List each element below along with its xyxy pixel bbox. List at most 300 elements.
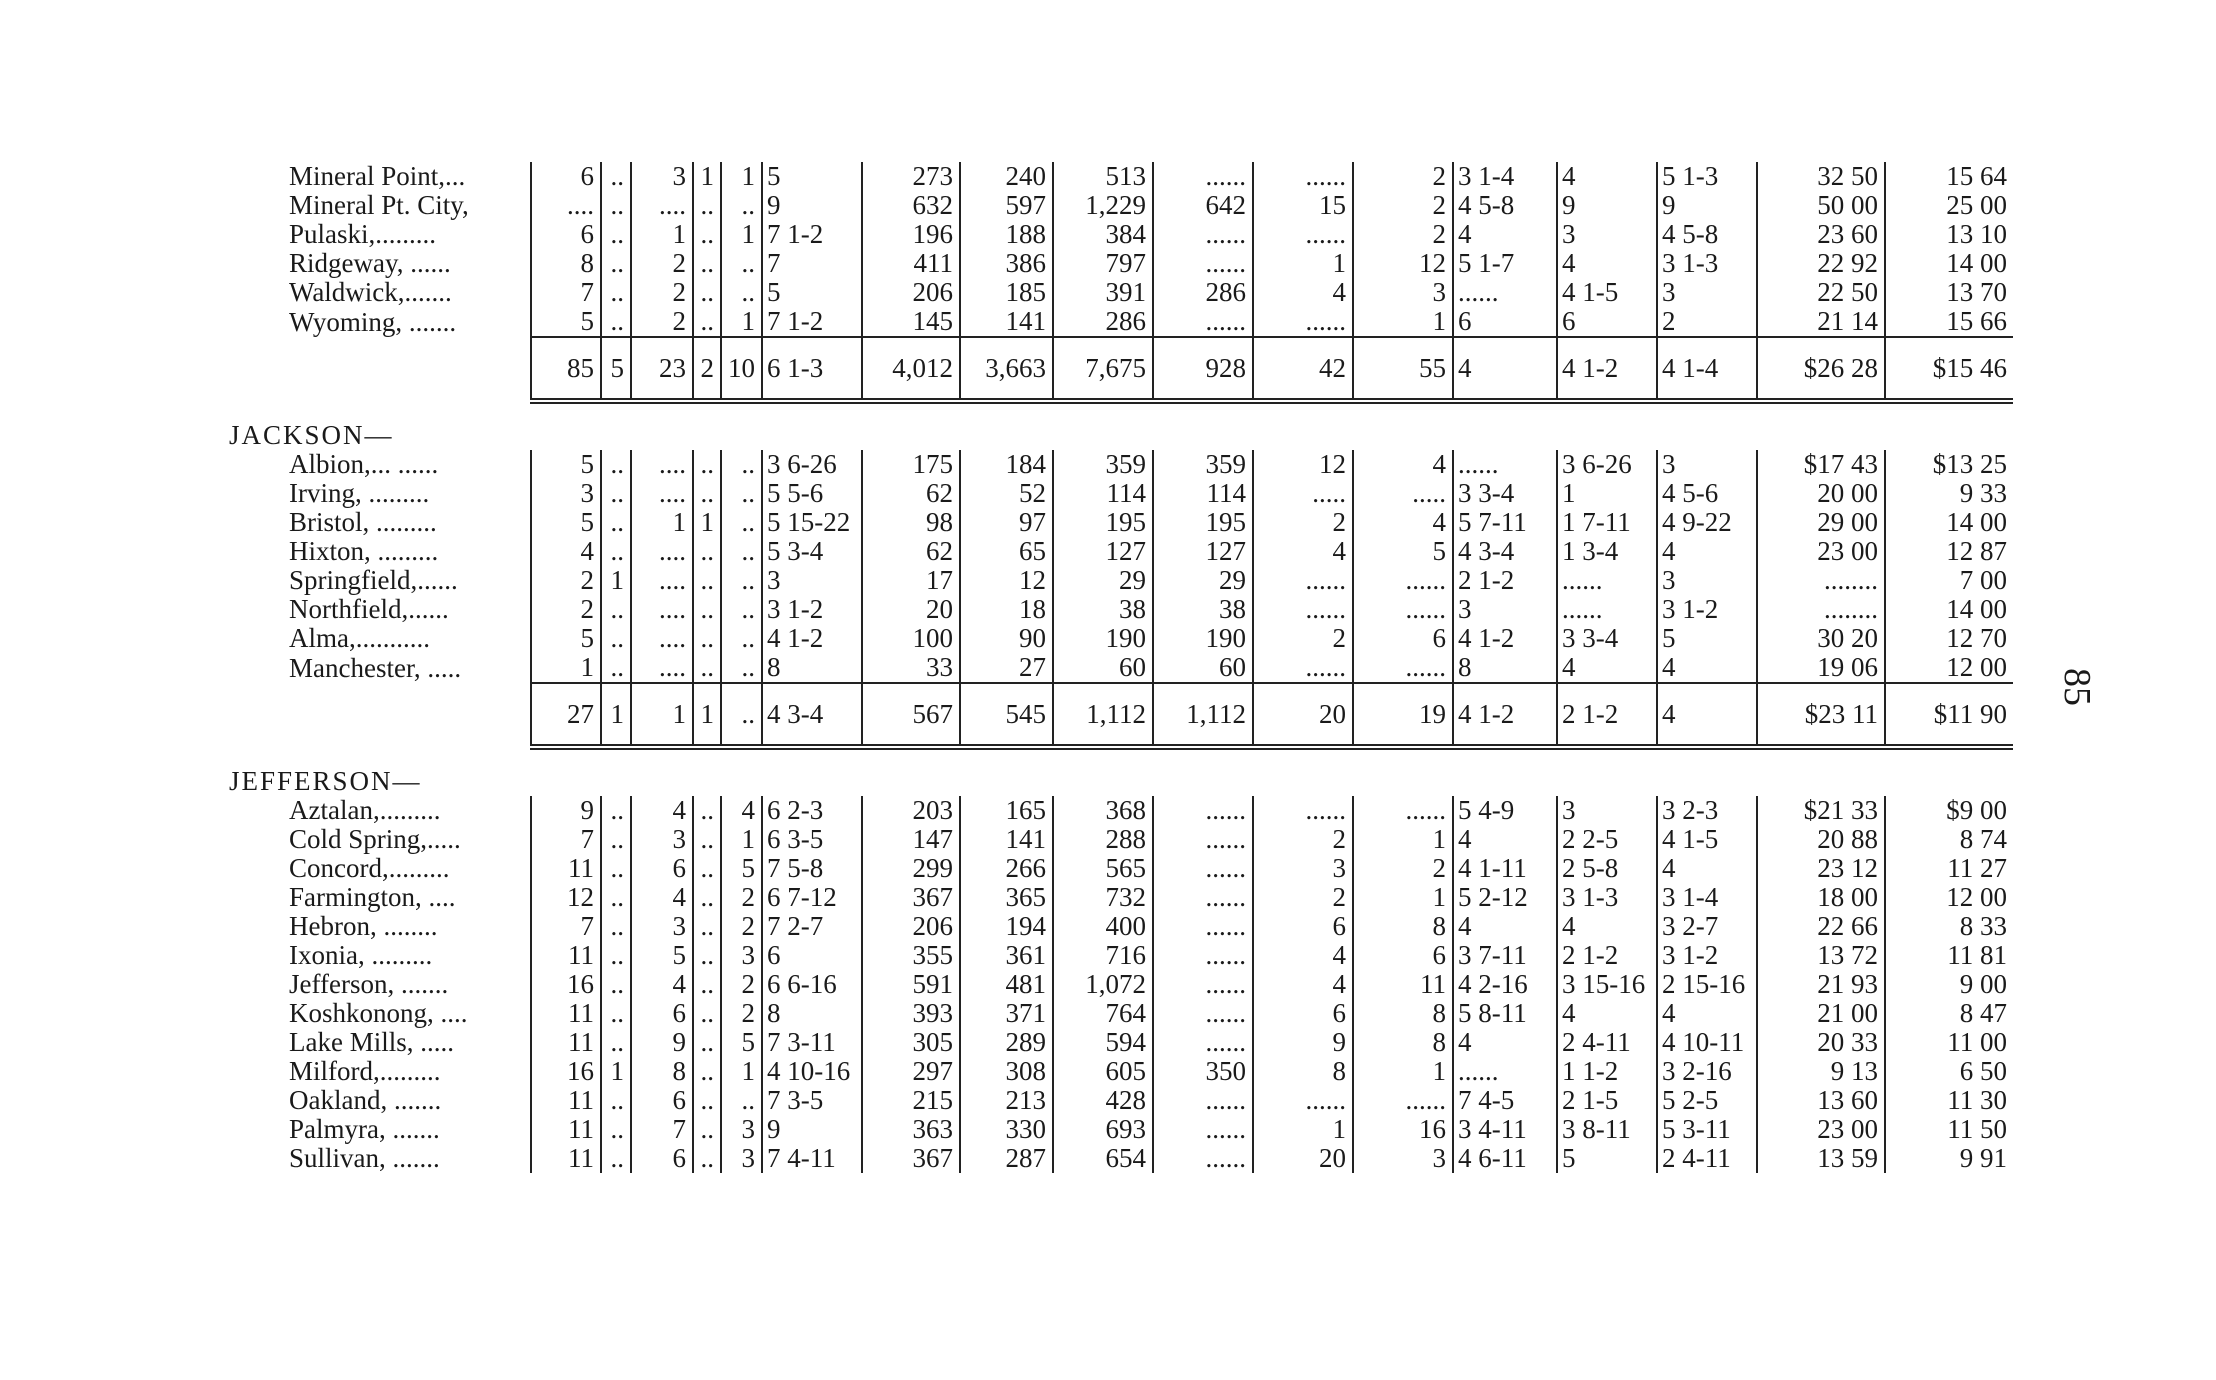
table-cell: 4 (1253, 941, 1353, 970)
table-cell: 5 (762, 162, 862, 191)
table-cell: 11 (531, 1086, 601, 1115)
table-cell: 20 (1253, 683, 1353, 747)
table-cell: 4 1-5 (1657, 825, 1757, 854)
table-cell: .. (601, 450, 631, 479)
table-cell: 7 00 (1885, 566, 2013, 595)
table-cell: 12 (1253, 450, 1353, 479)
table-cell: 2 (631, 249, 693, 278)
table-cell: 6 (762, 941, 862, 970)
table-cell: 4 (1657, 999, 1757, 1028)
town-name: Cold Spring,..... (289, 825, 461, 854)
table-cell: 1,072 (1053, 970, 1153, 999)
table-cell: .... (631, 450, 693, 479)
table-cell: 428 (1053, 1086, 1153, 1115)
county-name: JACKSON— (229, 420, 394, 450)
table-cell: 3 (631, 162, 693, 191)
table-cell: 1 (721, 162, 762, 191)
table-cell: 8 74 (1885, 825, 2013, 854)
table-cell: 3 (1353, 1144, 1453, 1173)
table-cell: .. (721, 624, 762, 653)
table-cell: 288 (1053, 825, 1153, 854)
table-cell: 1 (721, 220, 762, 249)
town-name: Hebron, ........ (289, 912, 438, 941)
table-cell: .... (531, 191, 601, 220)
town-name: Concord,......... (289, 854, 450, 883)
table-cell: 4 2-16 (1453, 970, 1557, 999)
table-cell: 2 4-11 (1557, 1028, 1657, 1057)
table-cell: 18 00 (1757, 883, 1885, 912)
table-cell: 30 20 (1757, 624, 1885, 653)
table-cell: 10 (721, 337, 762, 401)
table-cell: .. (693, 796, 721, 825)
table-cell: 23 12 (1757, 854, 1885, 883)
table-cell: 4 6-11 (1453, 1144, 1557, 1173)
table-cell: 6 (631, 854, 693, 883)
table-cell: 6 (1353, 624, 1453, 653)
table-cell: .. (601, 191, 631, 220)
table-cell: 3 1-4 (1657, 883, 1757, 912)
table-cell: 3 1-4 (1453, 162, 1557, 191)
table-cell: 4 (721, 796, 762, 825)
table-cell: $23 11 (1757, 683, 1885, 747)
table-cell: 12 (960, 566, 1053, 595)
table-cell: 3 1-3 (1557, 883, 1657, 912)
table-cell: 2 5-8 (1557, 854, 1657, 883)
table-cell: ..... (1253, 479, 1353, 508)
table-cell: $26 28 (1757, 337, 1885, 401)
table-cell: .. (601, 537, 631, 566)
table-cell: .. (693, 912, 721, 941)
table-cell: 27 (531, 683, 601, 747)
table-cell: 1 (631, 220, 693, 249)
table-cell: 4 (1453, 912, 1557, 941)
table-cell: 4 (1253, 537, 1353, 566)
table-cell: 545 (960, 683, 1053, 747)
town-name: Northfield,...... (289, 595, 449, 624)
table-cell: 185 (960, 278, 1053, 307)
table-cell: .. (601, 278, 631, 307)
table-cell: 5 (631, 941, 693, 970)
table-cell: 1 (1353, 307, 1453, 337)
table-cell: ...... (1557, 595, 1657, 624)
table-cell: 6 (1557, 307, 1657, 337)
table-cell: ...... (1253, 595, 1353, 624)
table-cell: 2 2-5 (1557, 825, 1657, 854)
table-cell: 6 (1253, 999, 1353, 1028)
table-cell: 21 00 (1757, 999, 1885, 1028)
table-cell: ...... (1153, 912, 1253, 941)
table-cell: 9 (631, 1028, 693, 1057)
table-cell: ...... (1153, 307, 1253, 337)
table-cell: .. (601, 796, 631, 825)
table-cell: .. (693, 941, 721, 970)
table-cell: 1 (1353, 883, 1453, 912)
town-name (225, 683, 531, 747)
town-name: Wyoming, ....... (289, 307, 457, 337)
table-cell: 42 (1253, 337, 1353, 401)
table-cell: 17 (862, 566, 960, 595)
table-cell: 3 (721, 1144, 762, 1173)
table-cell: .. (601, 307, 631, 337)
table-cell: 286 (1053, 307, 1153, 337)
table-cell: .... (631, 595, 693, 624)
table-cell: 55 (1353, 337, 1453, 401)
table-cell: .. (601, 479, 631, 508)
table-cell: 3 (1453, 595, 1557, 624)
table-row (225, 624, 2013, 653)
table-cell: 6 6-16 (762, 970, 862, 999)
table-cell: ...... (1253, 220, 1353, 249)
table-cell: ...... (1153, 1144, 1253, 1173)
table-cell: 9 (1557, 191, 1657, 220)
table-row (225, 1086, 2013, 1115)
table-cell: 4 1-2 (1557, 337, 1657, 401)
table-cell: 20 (862, 595, 960, 624)
table-cell: 20 33 (1757, 1028, 1885, 1057)
table-cell: .. (721, 508, 762, 537)
table-cell: 1 (721, 825, 762, 854)
table-cell: 3 1-2 (1657, 595, 1757, 624)
table-cell: 3 6-26 (1557, 450, 1657, 479)
table-cell: 9 (762, 1115, 862, 1144)
table-cell: 215 (862, 1086, 960, 1115)
town-name (225, 337, 531, 401)
table-cell: 9 (1253, 1028, 1353, 1057)
table-cell: .. (601, 653, 631, 683)
table-cell: .... (631, 479, 693, 508)
table-cell: .. (601, 220, 631, 249)
table-cell: 4 1-2 (762, 624, 862, 653)
table-cell: 6 (631, 999, 693, 1028)
table-cell: 13 70 (1885, 278, 2013, 307)
table-cell: 391 (1053, 278, 1153, 307)
table-row (225, 249, 2013, 278)
table-cell: 15 (1253, 191, 1353, 220)
table-cell: .. (721, 450, 762, 479)
table-cell: 11 (531, 1144, 601, 1173)
table-cell: .. (693, 479, 721, 508)
table-cell: 6 (531, 162, 601, 191)
table-cell: 18 (960, 595, 1053, 624)
table-cell: ...... (1253, 566, 1353, 595)
table-row (225, 566, 2013, 595)
table-cell: 299 (862, 854, 960, 883)
table-cell: 1 (601, 566, 631, 595)
table-cell: 3 3-4 (1557, 624, 1657, 653)
table-cell: 567 (862, 683, 960, 747)
table-row (225, 479, 2013, 508)
table-cell: 3 8-11 (1557, 1115, 1657, 1144)
town-name: Albion,... ...... (289, 450, 439, 479)
table-cell: 7 1-2 (762, 220, 862, 249)
town-name: Ridgeway, ...... (289, 249, 451, 278)
table-cell: 9 00 (1885, 970, 2013, 999)
table-cell: 8 (762, 999, 862, 1028)
table-cell: 481 (960, 970, 1053, 999)
table-row (225, 220, 2013, 249)
table-cell: 2 (1353, 854, 1453, 883)
table-cell: 2 (721, 912, 762, 941)
table-cell: 2 (1253, 825, 1353, 854)
table-cell: 20 00 (1757, 479, 1885, 508)
table-cell: .. (601, 1115, 631, 1144)
table-cell: 6 (631, 1086, 693, 1115)
table-cell: .. (693, 1144, 721, 1173)
table-cell: 12 (1353, 249, 1453, 278)
section-header-row (225, 747, 2013, 796)
table-cell: .. (721, 537, 762, 566)
table-cell: 2 1-2 (1453, 566, 1557, 595)
town-name: Springfield,...... (289, 566, 458, 595)
table-cell: 21 93 (1757, 970, 1885, 999)
table-cell: 4 (1253, 970, 1353, 999)
table-cell: 4 1-11 (1453, 854, 1557, 883)
table-cell: 9 33 (1885, 479, 2013, 508)
table-cell: 642 (1153, 191, 1253, 220)
table-cell: ...... (1557, 566, 1657, 595)
table-cell: 1 (631, 683, 693, 747)
table-cell: 4 10-16 (762, 1057, 862, 1086)
table-cell: 206 (862, 912, 960, 941)
town-name: Lake Mills, ..... (289, 1028, 454, 1057)
table-cell: 5 2-5 (1657, 1086, 1757, 1115)
table-cell: ...... (1253, 162, 1353, 191)
table-cell: 4 5-8 (1657, 220, 1757, 249)
table-cell: 114 (1053, 479, 1153, 508)
table-cell: 2 4-11 (1657, 1144, 1757, 1173)
table-cell: 3 15-16 (1557, 970, 1657, 999)
table-cell: ...... (1253, 653, 1353, 683)
table-cell: 1 (601, 1057, 631, 1086)
town-name: Mineral Point,... (289, 162, 466, 191)
table-cell: 21 14 (1757, 307, 1885, 337)
table-cell: .. (693, 970, 721, 999)
table-cell: .. (721, 683, 762, 747)
table-cell: 2 1-2 (1557, 941, 1657, 970)
town-name: Sullivan, ....... (289, 1144, 440, 1173)
table-cell: 4 5-6 (1657, 479, 1757, 508)
table-cell: 11 27 (1885, 854, 2013, 883)
table-cell: 7 3-11 (762, 1028, 862, 1057)
table-cell: .. (693, 191, 721, 220)
table-cell: $13 25 (1885, 450, 2013, 479)
table-cell: .. (693, 249, 721, 278)
table-cell: $9 00 (1885, 796, 2013, 825)
table-cell: .. (693, 1086, 721, 1115)
table-cell: 4 (1453, 337, 1557, 401)
table-cell: 7 1-2 (762, 307, 862, 337)
table-cell: 6 50 (1885, 1057, 2013, 1086)
table-cell: 5 (531, 624, 601, 653)
table-cell: 7 5-8 (762, 854, 862, 883)
table-cell: 165 (960, 796, 1053, 825)
table-cell: 29 (1053, 566, 1153, 595)
table-cell: 62 (862, 537, 960, 566)
table-cell: 98 (862, 508, 960, 537)
table-cell: 513 (1053, 162, 1153, 191)
table-row (225, 595, 2013, 624)
table-cell: 1 (721, 1057, 762, 1086)
table-cell: 196 (862, 220, 960, 249)
town-name: Jefferson, ....... (289, 970, 449, 999)
table-cell: 2 (1657, 307, 1757, 337)
table-cell: 16 (1353, 1115, 1453, 1144)
table-cell: 11 30 (1885, 1086, 2013, 1115)
table-cell: 4 (631, 883, 693, 912)
table-cell: 4,012 (862, 337, 960, 401)
table-cell: 330 (960, 1115, 1053, 1144)
table-cell: 368 (1053, 796, 1153, 825)
table-cell: 15 66 (1885, 307, 2013, 337)
table-cell: 114 (1153, 479, 1253, 508)
table-cell: 1 (1353, 825, 1453, 854)
town-name: Manchester, ..... (289, 653, 462, 683)
table-cell: 4 (1453, 220, 1557, 249)
table-cell: 195 (1053, 508, 1153, 537)
town-name: Irving, ......... (289, 479, 430, 508)
table-cell: 4 1-4 (1657, 337, 1757, 401)
table-row (225, 450, 2013, 479)
table-cell: 14 00 (1885, 595, 2013, 624)
table-cell: 5 (1557, 1144, 1657, 1173)
table-cell: 7 (531, 912, 601, 941)
table-row (225, 191, 2013, 220)
table-cell: .. (601, 595, 631, 624)
table-cell: 5 (721, 1028, 762, 1057)
table-cell: 3 6-26 (762, 450, 862, 479)
town-name: Farmington, .... (289, 883, 456, 912)
table-cell: 6 2-3 (762, 796, 862, 825)
table-cell: 3,663 (960, 337, 1053, 401)
table-cell: 184 (960, 450, 1053, 479)
table-cell: 400 (1053, 912, 1153, 941)
table-cell: ...... (1153, 825, 1253, 854)
table-cell: 38 (1053, 595, 1153, 624)
table-cell: 3 3-4 (1453, 479, 1557, 508)
table-cell: 12 87 (1885, 537, 2013, 566)
table-cell: 12 00 (1885, 653, 2013, 683)
table-cell: 11 81 (1885, 941, 2013, 970)
table-cell: 386 (960, 249, 1053, 278)
table-cell: 3 1-2 (762, 595, 862, 624)
table-cell: 4 3-4 (762, 683, 862, 747)
table-cell: 203 (862, 796, 960, 825)
table-cell: 23 00 (1757, 1115, 1885, 1144)
table-cell: 4 (1353, 508, 1453, 537)
table-cell: ..... (1353, 479, 1453, 508)
table-cell: 8 (762, 653, 862, 683)
table-cell: .. (693, 883, 721, 912)
table-cell: 29 (1153, 566, 1253, 595)
table-cell: 6 1-3 (762, 337, 862, 401)
table-cell: 23 00 (1757, 537, 1885, 566)
table-cell: 3 (1657, 566, 1757, 595)
table-cell: 4 5-8 (1453, 191, 1557, 220)
table-cell: 13 60 (1757, 1086, 1885, 1115)
table-cell: .. (601, 825, 631, 854)
table-cell: 1 (1253, 1115, 1353, 1144)
table-cell: ...... (1453, 450, 1557, 479)
table-cell: 2 (531, 566, 601, 595)
table-cell: 9 (531, 796, 601, 825)
table-cell: 2 (693, 337, 721, 401)
table-cell: ...... (1153, 162, 1253, 191)
table-cell: .. (601, 999, 631, 1028)
table-cell: 3 (1557, 220, 1657, 249)
table-cell: 38 (1153, 595, 1253, 624)
town-name: Bristol, ......... (289, 508, 437, 537)
table-row (225, 508, 2013, 537)
table-cell: 1 (1253, 249, 1353, 278)
town-name: Ixonia, ......... (289, 941, 433, 970)
table-cell: 2 1-5 (1557, 1086, 1657, 1115)
table-cell: .. (693, 278, 721, 307)
table-cell: ...... (1153, 999, 1253, 1028)
table-cell: 20 88 (1757, 825, 1885, 854)
table-cell: 361 (960, 941, 1053, 970)
table-cell: 8 47 (1885, 999, 2013, 1028)
town-name: Aztalan,......... (289, 796, 441, 825)
table-cell: 6 (1253, 912, 1353, 941)
table-cell: 2 (1253, 883, 1353, 912)
table-cell: 12 70 (1885, 624, 2013, 653)
table-cell: 4 (1453, 825, 1557, 854)
table-cell: 1 (693, 162, 721, 191)
table-cell: 359 (1153, 450, 1253, 479)
table-cell: ...... (1353, 653, 1453, 683)
table-cell: 8 (1453, 653, 1557, 683)
table-cell: 266 (960, 854, 1053, 883)
table-row (225, 162, 2013, 191)
table-cell: 4 1-2 (1453, 624, 1557, 653)
table-cell: 4 (531, 537, 601, 566)
table-row (225, 1115, 2013, 1144)
table-cell: 4 (1557, 162, 1657, 191)
table-cell: 1 3-4 (1557, 537, 1657, 566)
table-cell: 23 (631, 337, 693, 401)
table-cell: 1,112 (1153, 683, 1253, 747)
table-cell: 3 7-11 (1453, 941, 1557, 970)
table-cell: 13 10 (1885, 220, 2013, 249)
table-cell: 29 00 (1757, 508, 1885, 537)
table-cell: 2 (1253, 508, 1353, 537)
table-cell: .. (693, 220, 721, 249)
table-cell: .... (631, 537, 693, 566)
table-cell: .. (693, 307, 721, 337)
table-cell: ...... (1153, 796, 1253, 825)
table-cell: $11 90 (1885, 683, 2013, 747)
table-cell: 65 (960, 537, 1053, 566)
table-cell: 1 (601, 683, 631, 747)
table-cell: 11 (531, 1028, 601, 1057)
table-cell: 355 (862, 941, 960, 970)
county-name: JEFFERSON— (229, 766, 422, 796)
table-cell: 5 (1353, 537, 1453, 566)
table-cell: 297 (862, 1057, 960, 1086)
table-cell: 4 (1253, 278, 1353, 307)
table-cell: 3 1-3 (1657, 249, 1757, 278)
table-cell: .... (631, 624, 693, 653)
table-cell: 5 8-11 (1453, 999, 1557, 1028)
town-name: Oakland, ....... (289, 1086, 442, 1115)
table-cell: 7 (531, 278, 601, 307)
table-cell: 147 (862, 825, 960, 854)
table-cell: 4 3-4 (1453, 537, 1557, 566)
table-cell: 632 (862, 191, 960, 220)
table-cell: 4 (1557, 653, 1657, 683)
table-cell: .. (693, 854, 721, 883)
table-cell: .. (601, 249, 631, 278)
